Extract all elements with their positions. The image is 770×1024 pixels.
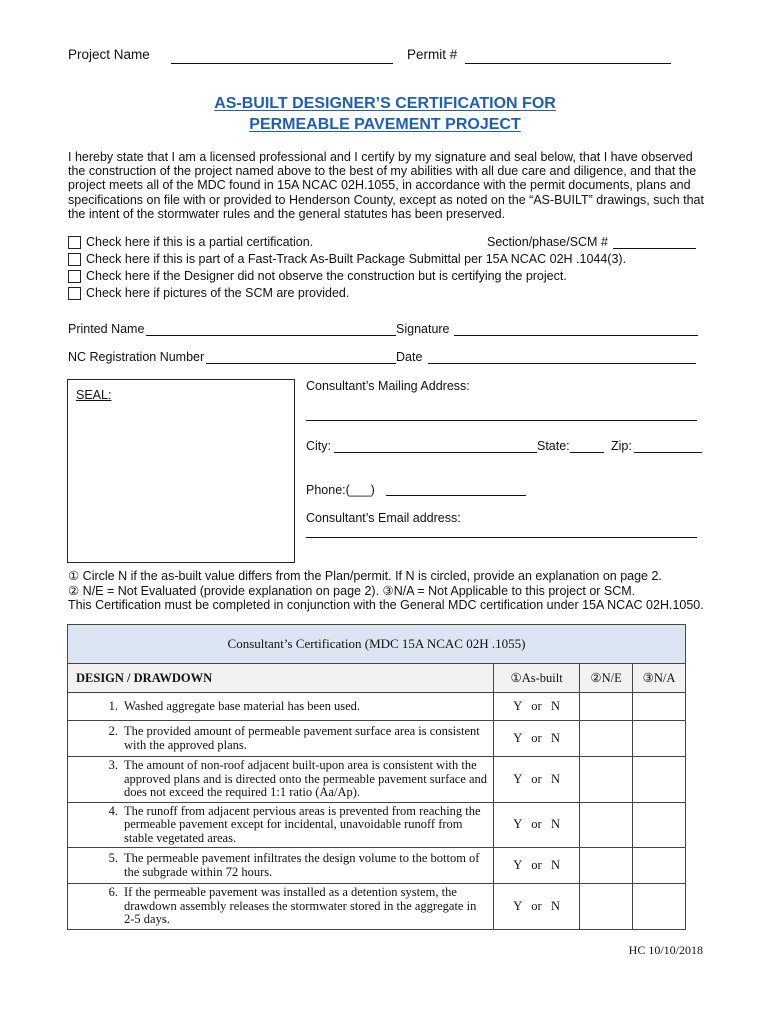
table-row [68, 757, 686, 803]
table-row [68, 802, 686, 848]
state-label: State: [537, 439, 570, 453]
asbuilt-yn[interactable]: Y or N [494, 802, 580, 848]
partial-certification-checkbox[interactable] [68, 236, 81, 249]
project-name-label: Project Name [68, 47, 150, 62]
ne-cell[interactable] [580, 848, 633, 884]
fast-track-checkbox[interactable] [68, 253, 81, 266]
printed-name-field[interactable] [146, 335, 396, 336]
table-row [68, 884, 686, 930]
date-field[interactable] [428, 363, 696, 364]
ne-cell[interactable] [580, 884, 633, 930]
table-row [68, 721, 686, 757]
checkbox-label: Check here if this is part of a Fast-Track As-Built Package Submittal per 15A NCAC 02H .1044(3). [86, 252, 627, 266]
project-name-field[interactable] [171, 63, 393, 64]
ne-cell[interactable] [580, 693, 633, 721]
table-row [68, 848, 686, 884]
na-cell[interactable] [633, 884, 686, 930]
permit-label: Permit # [407, 47, 458, 62]
item-text: The amount of non-roof adjacent built-upon area is consistent with the approved plans and is directed onto the permeable pavement surface and does not exceed the required 1:1 ratio (Aa/Ap). [124, 758, 488, 799]
signature-label: Signature [396, 322, 450, 336]
printed-name-label: Printed Name [68, 322, 145, 336]
section-phase-label: Section/phase/SCM # [487, 235, 608, 249]
checkbox-label: Check here if the Designer did not observe the construction but is certifying the project. [86, 269, 567, 283]
section-phase-field[interactable] [613, 248, 696, 249]
ne-cell[interactable] [580, 802, 633, 848]
not-observed-checkbox[interactable] [68, 270, 81, 283]
ne-cell[interactable] [580, 757, 633, 803]
na-cell[interactable] [633, 721, 686, 757]
item-text: The provided amount of permeable pavement surface area is consistent with the approved plans. [124, 724, 480, 752]
na-cell[interactable] [633, 802, 686, 848]
certification-table [67, 624, 686, 930]
item-text: The permeable pavement infiltrates the design volume to the bottom of the subgrade within 72 hours. [124, 851, 480, 879]
na-cell[interactable] [633, 693, 686, 721]
asbuilt-yn[interactable]: Y or N [494, 848, 580, 884]
city-field[interactable] [334, 452, 537, 453]
form-title-line1: AS-BUILT DESIGNER’S CERTIFICATION FOR [214, 95, 556, 112]
zip-label: Zip: [611, 439, 632, 453]
item-number: 1. [108, 698, 118, 713]
item-text: The runoff from adjacent pervious areas is prevented from reaching the permeable pavement except for incidental, unavoidable runoff from stable vegetated areas. [124, 803, 481, 845]
mailing-address-label: Consultant’s Mailing Address: [306, 379, 470, 393]
asbuilt-yn[interactable]: Y or N [494, 884, 580, 930]
ne-cell[interactable] [580, 721, 633, 757]
phone-field[interactable] [386, 495, 526, 496]
item-number: 6. [108, 885, 118, 900]
registration-label: NC Registration Number [68, 350, 205, 364]
col-ne-header: ②N/E [580, 664, 633, 693]
asbuilt-yn[interactable]: Y or N [494, 757, 580, 803]
zip-field[interactable] [634, 452, 702, 453]
permit-field[interactable] [465, 63, 671, 64]
item-text: Washed aggregate base material has been used. [124, 698, 361, 713]
item-text: If the permeable pavement was installed as a detention system, the drawdown assembly releases the stormwater stored in the aggregate in 2-5 days. [124, 885, 477, 927]
item-number: 5. [108, 851, 118, 865]
form-version: HC 10/10/2018 [628, 943, 703, 957]
note-general-mdc: This Certification must be completed in conjunction with the General MDC certification under 15A NCAC 02H.1050. [68, 598, 704, 612]
note-ne-na: ② N/E = Not Evaluated (provide explanation on page 2). ③N/A = Not Applicable to this project or SCM. [68, 584, 636, 598]
email-label: Consultant’s Email address: [306, 511, 461, 525]
seal-box[interactable] [67, 379, 295, 563]
seal-label: SEAL: [76, 388, 112, 402]
item-number: 3. [108, 758, 118, 772]
phone-label: Phone:(___) [306, 483, 375, 497]
col-na-header: ③N/A [633, 664, 686, 693]
asbuilt-yn[interactable]: Y or N [494, 721, 580, 757]
pictures-provided-checkbox[interactable] [68, 287, 81, 300]
asbuilt-yn[interactable]: Y or N [494, 693, 580, 721]
email-field[interactable] [306, 537, 697, 538]
checkbox-label: Check here if this is a partial certification. [86, 235, 314, 249]
certification-statement: I hereby state that I am a licensed professional and I certify by my signature and seal below, that I have observed the construction of the project named above to the best of my abilities with all due care and diligence, and that the project meets all of the MDC found in 15A NCAC 02H.1055, in accordance with the permit documents, plans and specifications on file with or provided to Henderson County, except as noted on the “AS-BUILT” drawings, such that the intent of the stormwater rules and the general statutes has been preserved. [68, 150, 704, 221]
signature-field[interactable] [454, 335, 698, 336]
form-title-line2: PERMEABLE PAVEMENT PROJECT [249, 116, 521, 133]
date-label: Date [396, 350, 423, 364]
registration-field[interactable] [206, 363, 396, 364]
table-title: Consultant’s Certification (MDC 15A NCAC 02H .1055) [68, 625, 686, 664]
na-cell[interactable] [633, 848, 686, 884]
checkbox-label: Check here if pictures of the SCM are provided. [86, 286, 350, 300]
note-circle-n: ① Circle N if the as-built value differs from the Plan/permit. If N is circled, provide an explanation on page 2. [68, 569, 662, 583]
city-label: City: [306, 439, 331, 453]
section-heading: DESIGN / DRAWDOWN [68, 664, 494, 693]
item-number: 4. [108, 803, 118, 818]
table-row [68, 693, 686, 721]
item-number: 2. [108, 724, 118, 738]
state-field[interactable] [570, 452, 604, 453]
mailing-address-field[interactable] [306, 420, 697, 421]
col-asbuilt-header: ①As-built [494, 664, 580, 693]
na-cell[interactable] [633, 757, 686, 803]
